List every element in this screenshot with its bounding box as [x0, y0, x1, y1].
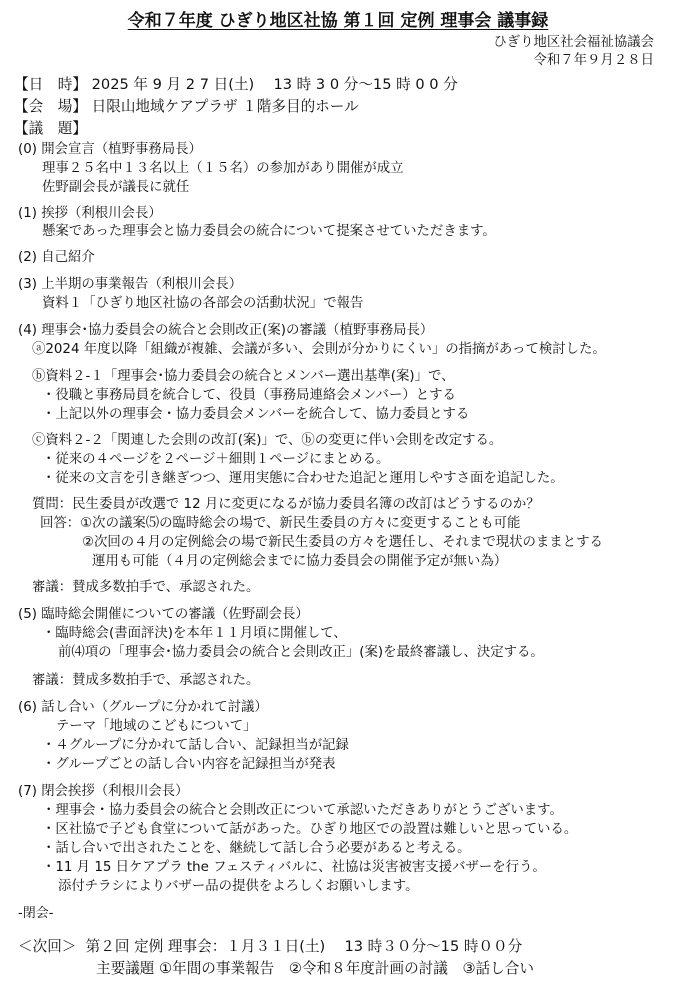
resolution-line: 審議：賛成多数拍手で、承認された。	[32, 673, 260, 688]
answer-line: ②次回の４月の定例総会の場で新民生委員の方々を選任し、それまで現状のままとする	[82, 535, 603, 550]
section-line: ⓑ資料２-１「理事会･協力委員会の統合とメンバー選出基準(案)」で、	[32, 369, 455, 384]
bullet-item: ・役職と事務局員を統合して、役員（事務局連絡会メンバー）とする	[42, 388, 456, 403]
bullet-item: ・11 月 15 日ケアプラ the フェスティバルに、社協は災害被害支援バザーを行う。	[42, 860, 546, 875]
next-meeting-label: ＜次回＞	[18, 938, 77, 955]
section-heading: (1) 挨拶（利根川会長）	[18, 206, 162, 221]
closing-mark: -閉会-	[18, 906, 54, 921]
venue-value: 日限山地域ケアプラザ １階多目的ホール	[91, 98, 359, 115]
bullet-item: ・４グループに分かれて話し合い、記録担当が記録	[42, 738, 349, 753]
datetime-label: 【日 時】	[14, 76, 87, 93]
issuer-block	[493, 34, 654, 70]
bullet-item: ・従来の文言を引き継ぎつつ、運用実態に合わせた追記と運用しやすさ面を追記した。	[42, 471, 564, 486]
section-line: テーマ「地域のこどもについて」	[56, 719, 257, 734]
datetime-row	[14, 76, 458, 94]
question-line: 質問：民生委員が改選で 12 月に変更になるが協力委員名簿の改訂はどうするのか？	[32, 497, 540, 512]
next-meeting-row	[18, 938, 522, 956]
bullet-item: ・上記以外の理事会・協力委員会メンバーを統合して、協力委員とする	[42, 407, 470, 422]
answer-line: 回答：①次の議案⑸の臨時総会の場で、新民生委員の方々に変更することも可能	[40, 516, 521, 531]
bullet-item: ・臨時総会(書面評決)を本年１１月頃に開催して、	[42, 626, 347, 641]
section-heading: (5) 臨時総会開催についての審議（佐野副会長）	[18, 607, 309, 622]
venue-label: 【会 場】	[14, 98, 87, 115]
bullet-item: ・話し合いで出されたことを、継続して話し合う必要があると考える。	[42, 841, 471, 856]
datetime-value: 2025 年 9 月 2 7 日(土) 13 時 3 0 分～15 時 0 0 分	[91, 76, 458, 93]
section-heading: (6) 話し合い（グループに分かれて討議）	[18, 700, 268, 715]
agenda-label: 【議 題】	[14, 120, 87, 137]
section-line: ⓒ資料２-２「関連した会則の改訂(案)」で、ⓑの変更に伴い会則を改定する。	[32, 433, 503, 448]
bullet-item: ・区社協で子ども食堂について話があった。ひぎり地区での設置は難しいと思っている。	[42, 822, 578, 837]
section-heading: (2) 自己紹介	[18, 250, 95, 265]
section-line: 理事２５名中１３名以上（１５名）の参加があり開催が成立	[42, 161, 404, 176]
organization-name: ひぎり地区社会福祉協議会	[493, 35, 654, 50]
section-line: 懸案であった理事会と協力委員会の統合について提案させていただきます。	[42, 224, 496, 239]
page-title-text: 令和７年度 ひぎり地区社協 第１回 定例 理事会 議事録	[127, 11, 549, 31]
section-heading: (3) 上半期の事業報告（利根川会長）	[18, 277, 243, 292]
next-meeting-topics: 主要議題 ①年間の事業報告 ②令和８年度計画の討議 ③話し合い	[96, 960, 534, 977]
section-line: 添付チラシによりバザー品の提供をよろしくお願いします。	[58, 879, 419, 894]
venue-row	[14, 98, 359, 116]
next-meeting-value: 第２回 定例 理事会：１月３１日(土) 13 時３０分～15 時００分	[85, 938, 523, 955]
section-heading: (7) 閉会挨拶（利根川会長）	[18, 784, 189, 799]
section-line: 前⑷項の「理事会･協力委員会の統合と会則改正」(案)を最終審議し、決定する。	[58, 645, 544, 660]
resolution-line: 審議：賛成多数拍手で、承認された。	[32, 580, 260, 595]
section-heading: (4) 理事会･協力委員会の統合と会則改正(案)の審議（植野事務局長）	[18, 323, 434, 338]
bullet-item: ・理事会・協力委員会の統合と会則改正について承認いただきありがとうございます。	[42, 803, 563, 818]
document-date: 令和７年９月２８日	[533, 53, 654, 68]
answer-line: 運用も可能（４月の定例総会までに協力委員会の開催予定が無い為）	[92, 554, 508, 569]
section-line: ⓐ2024 年度以降「組織が複雑、会議が多い、会則が分かりにくい」の指摘があって検討した。	[32, 342, 606, 357]
section-line: 佐野副会長が議長に就任	[42, 180, 190, 195]
section-line: 資料１「ひぎり地区社協の各部会の活動状況」で報告	[42, 296, 364, 311]
section-heading: (0) 開会宣言（植野事務局長）	[18, 142, 202, 157]
bullet-item: ・グループごとの話し合い内容を記録担当が発表	[42, 757, 336, 772]
page-title	[0, 10, 676, 32]
bullet-item: ・従来の４ページを２ページ＋細則１ページにまとめる。	[42, 452, 390, 467]
